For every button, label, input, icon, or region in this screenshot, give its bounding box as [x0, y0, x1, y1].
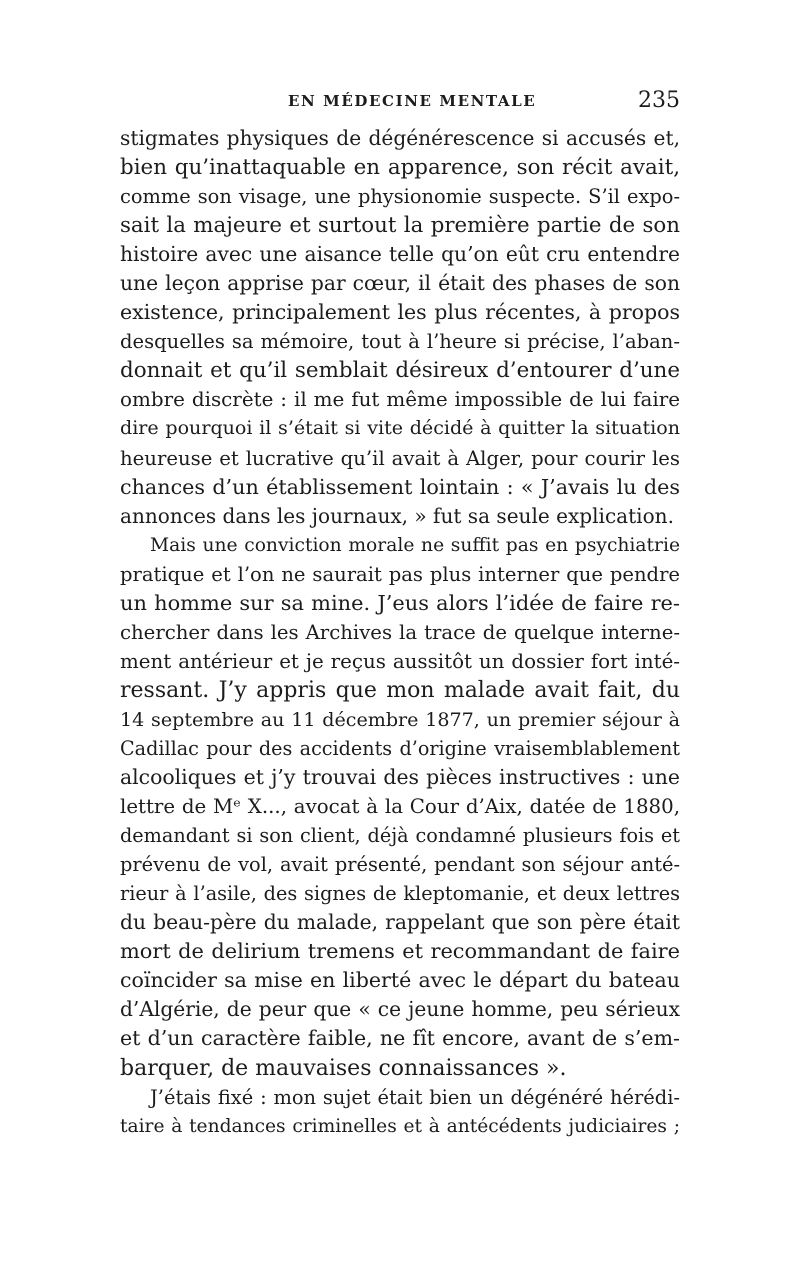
text-line: mort de delirium tremens et recommandant de faire — [120, 939, 680, 964]
text-line: coïncider sa mise en liberté avec le départ du bateau — [120, 968, 680, 993]
text-line: chercher dans les Archives la trace de quelque interne- — [120, 620, 680, 644]
text-line: J’étais fixé : mon sujet était bien un dégénéré hérédi- — [150, 1085, 680, 1109]
text-line: alcooliques et j’y trouvai des pièces instructives : une — [120, 765, 680, 790]
text-line: lettre de Mᵉ X..., avocat à la Cour d’Aix, datée de 1880, — [120, 795, 680, 819]
text-line: rieur à l’asile, des signes de kleptomanie, et deux lettres — [120, 882, 680, 906]
text-line: desquelles sa mémoire, tout à l’heure si précise, l’aban- — [120, 330, 680, 354]
text-line: et d’un caractère faible, ne fît encore, avant de s’em- — [120, 1026, 680, 1051]
text-line: ombre discrète : il me fut même impossible de lui faire — [120, 388, 680, 412]
text-line: Mais une conviction morale ne suffit pas en psychiatrie — [150, 534, 680, 556]
text-line: dire pourquoi il s’était si vite décidé à quitter la situation — [120, 417, 680, 440]
text-line: une leçon apprise par cœur, il était des phases de son — [120, 271, 680, 296]
text-line: du beau-père du malade, rappelant que son père était — [120, 910, 680, 935]
running-title: EN MÉDECINE MENTALE — [288, 92, 537, 110]
text-line: existence, principalement les plus récentes, à propos — [120, 300, 680, 325]
text-line: demandant si son client, déjà condamné plusieurs fois et — [120, 824, 680, 848]
text-line: prévenu de vol, avait présenté, pendant son séjour anté- — [120, 853, 680, 877]
text-line: barquer, de mauvaises connaissances ». — [120, 1055, 567, 1081]
text-line: pratique et l’on ne saurait pas plus interner que pendre — [120, 562, 680, 586]
running-head — [120, 88, 680, 118]
text-line: heureuse et lucrative qu’il avait à Alger, pour courir les — [120, 446, 680, 470]
text-line: 14 septembre au 11 décembre 1877, un premier séjour à — [120, 707, 680, 731]
text-line: taire à tendances criminelles et à antécédents judiciaires ; — [120, 1115, 680, 1137]
text-line: ment antérieur et je reçus aussitôt un dossier fort inté- — [120, 649, 680, 673]
text-line: histoire avec une aisance telle qu’on eût cru entendre — [120, 242, 680, 267]
text-line: sait la majeure et surtout la première partie de son — [120, 213, 680, 239]
text-line: d’Algérie, de peur que « ce jeune homme, peu sérieux — [120, 997, 680, 1022]
page-number: 235 — [638, 88, 680, 113]
text-line: ressant. J’y appris que mon malade avait fait, du — [120, 677, 680, 703]
text-line: comme son visage, une physionomie suspecte. S’il expo- — [120, 185, 680, 209]
text-line: bien qu’inattaquable en apparence, son récit avait, — [120, 155, 680, 181]
text-line: un homme sur sa mine. J’eus alors l’idée de faire re- — [120, 590, 680, 615]
text-line: annonces dans les journaux, » fut sa seule explication. — [120, 503, 674, 528]
text-line: chances d’un établissement lointain : « J’avais lu des — [120, 474, 680, 499]
text-line: Cadillac pour des accidents d’origine vraisemblablement — [120, 736, 680, 760]
text-line: stigmates physiques de dégénérescence si accusés et, — [120, 126, 680, 150]
body-text — [120, 124, 680, 1141]
text-line: donnait et qu’il semblait désireux d’entourer d’une — [120, 358, 680, 384]
